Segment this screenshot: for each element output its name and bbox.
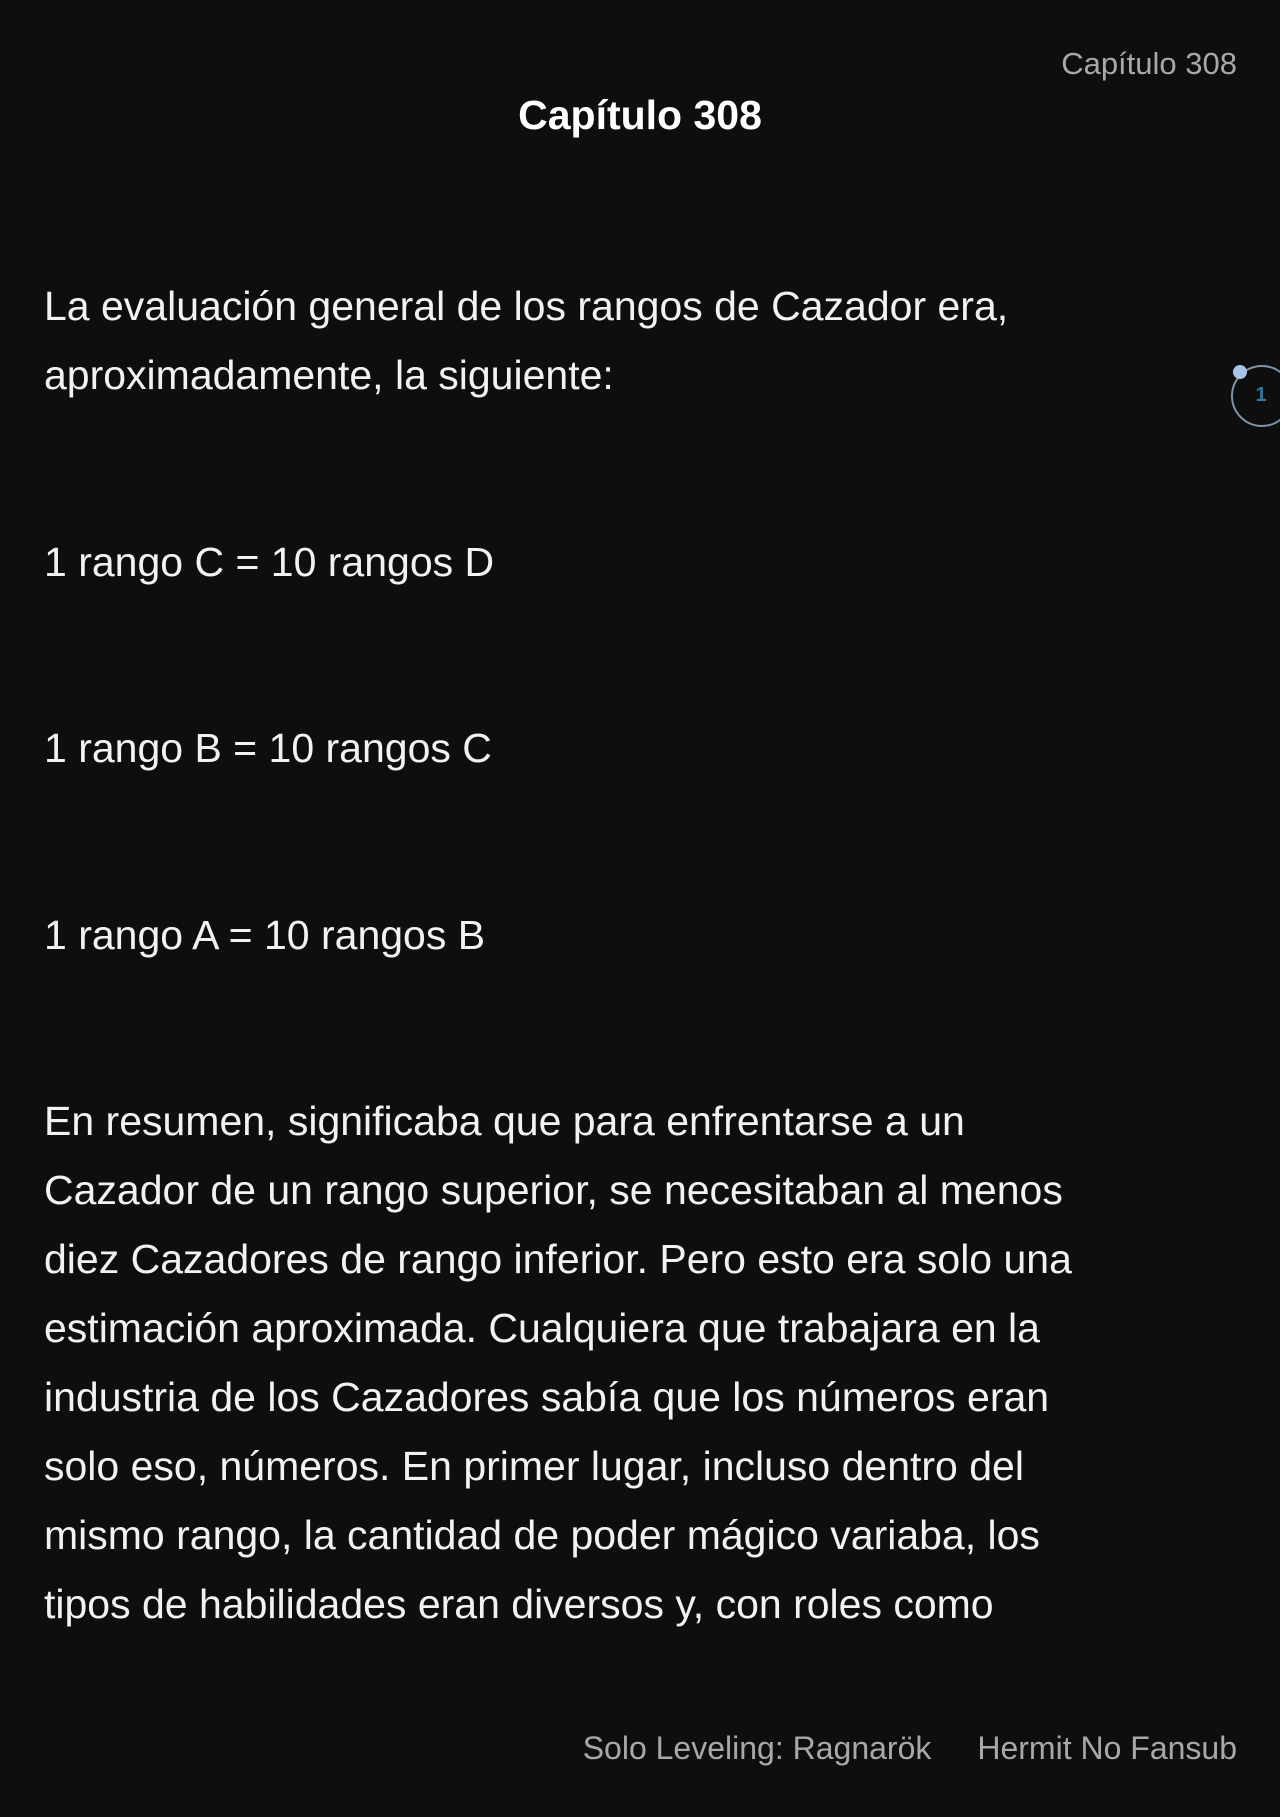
text-line: industria de los Cazadores sabía que los números eran	[44, 1374, 1050, 1420]
text-line: mismo rango, la cantidad de poder mágico variaba, los	[44, 1512, 1040, 1558]
text-line: diez Cazadores de rango inferior. Pero esto era solo una	[44, 1236, 1072, 1282]
paragraph-intro	[44, 272, 1008, 410]
footer	[583, 1730, 1237, 1767]
text-line: aproximadamente, la siguiente:	[44, 352, 614, 398]
text-line: tipos de habilidades eran diversos y, con roles como	[44, 1581, 994, 1627]
text-line: 1 rango A = 10 rangos B	[44, 912, 486, 958]
text-line: estimación aproximada. Cualquiera que trabajara en la	[44, 1305, 1040, 1351]
translator-name: Hermit No Fansub	[977, 1730, 1237, 1766]
paragraph-rank-a	[44, 901, 485, 970]
text-line: Cazador de un rango superior, se necesitaban al menos	[44, 1167, 1063, 1213]
paragraph-summary	[44, 1087, 1072, 1639]
paragraph-rank-c	[44, 528, 494, 597]
text-line: 1 rango B = 10 rangos C	[44, 725, 492, 771]
paragraph-rank-b	[44, 714, 492, 783]
text-line: La evaluación general de los rangos de Cazador era,	[44, 283, 1009, 329]
chapter-header-label: Capítulo 308	[1061, 46, 1237, 81]
chapter-title: Capítulo 308	[518, 92, 762, 138]
text-line: En resumen, significaba que para enfrentarse a un	[44, 1098, 965, 1144]
text-line: 1 rango C = 10 rangos D	[44, 539, 495, 585]
badge-count: 1	[1255, 384, 1267, 406]
text-line: solo eso, números. En primer lugar, incluso dentro del	[44, 1443, 1024, 1489]
novel-title: Solo Leveling: Ragnarök	[582, 1730, 932, 1766]
